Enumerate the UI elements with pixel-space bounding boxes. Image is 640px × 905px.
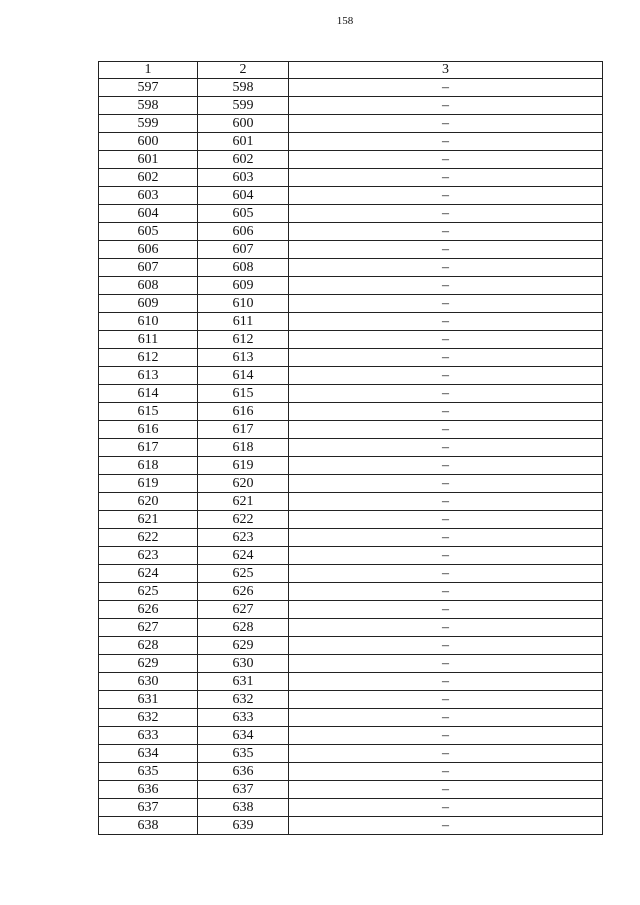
table-cell-col-1: 616 bbox=[99, 421, 198, 439]
table-cell-col-1: 606 bbox=[99, 241, 198, 259]
table-cell-col-1: 626 bbox=[99, 601, 198, 619]
table-cell-col-1: 605 bbox=[99, 223, 198, 241]
table-row bbox=[99, 277, 603, 295]
table-cell-col-1: 611 bbox=[99, 331, 198, 349]
table-cell-col-3: – bbox=[289, 817, 603, 835]
table-cell-col-3: – bbox=[289, 457, 603, 475]
table-cell-col-2: 608 bbox=[198, 259, 289, 277]
table-cell-col-3: – bbox=[289, 799, 603, 817]
table-cell-col-2: 628 bbox=[198, 619, 289, 637]
table-row bbox=[99, 709, 603, 727]
table-cell-col-2: 636 bbox=[198, 763, 289, 781]
table-row bbox=[99, 295, 603, 313]
table-row bbox=[99, 727, 603, 745]
table-cell-col-1: 604 bbox=[99, 205, 198, 223]
table-cell-col-3: – bbox=[289, 241, 603, 259]
table-cell-col-3: – bbox=[289, 439, 603, 457]
table-cell-col-3: – bbox=[289, 565, 603, 583]
table-cell-col-3: – bbox=[289, 673, 603, 691]
column-header-1: 1 bbox=[99, 62, 198, 79]
table-cell-col-1: 607 bbox=[99, 259, 198, 277]
table-cell-col-1: 615 bbox=[99, 403, 198, 421]
table-cell-col-2: 622 bbox=[198, 511, 289, 529]
table-body bbox=[99, 79, 603, 835]
table-cell-col-2: 613 bbox=[198, 349, 289, 367]
table-row bbox=[99, 187, 603, 205]
table-row bbox=[99, 547, 603, 565]
table-cell-col-3: – bbox=[289, 313, 603, 331]
table-cell-col-1: 620 bbox=[99, 493, 198, 511]
table-cell-col-1: 631 bbox=[99, 691, 198, 709]
table-cell-col-3: – bbox=[289, 205, 603, 223]
table-cell-col-2: 604 bbox=[198, 187, 289, 205]
table-cell-col-3: – bbox=[289, 763, 603, 781]
table-cell-col-2: 598 bbox=[198, 79, 289, 97]
table-cell-col-1: 635 bbox=[99, 763, 198, 781]
table-cell-col-2: 603 bbox=[198, 169, 289, 187]
table-row bbox=[99, 619, 603, 637]
table-cell-col-1: 612 bbox=[99, 349, 198, 367]
table-cell-col-2: 630 bbox=[198, 655, 289, 673]
table-cell-col-3: – bbox=[289, 691, 603, 709]
table-cell-col-1: 601 bbox=[99, 151, 198, 169]
table-row bbox=[99, 781, 603, 799]
table-cell-col-2: 606 bbox=[198, 223, 289, 241]
table-row bbox=[99, 169, 603, 187]
table-row bbox=[99, 151, 603, 169]
table-cell-col-1: 608 bbox=[99, 277, 198, 295]
table-cell-col-2: 618 bbox=[198, 439, 289, 457]
table-cell-col-3: – bbox=[289, 97, 603, 115]
table-cell-col-3: – bbox=[289, 133, 603, 151]
table-cell-col-1: 630 bbox=[99, 673, 198, 691]
table-cell-col-3: – bbox=[289, 727, 603, 745]
table-cell-col-2: 607 bbox=[198, 241, 289, 259]
table-cell-col-2: 614 bbox=[198, 367, 289, 385]
data-table bbox=[98, 61, 603, 835]
table-cell-col-3: – bbox=[289, 511, 603, 529]
column-header-3: 3 bbox=[289, 62, 603, 79]
table-cell-col-2: 634 bbox=[198, 727, 289, 745]
table-cell-col-3: – bbox=[289, 187, 603, 205]
column-header-2: 2 bbox=[198, 62, 289, 79]
table-row bbox=[99, 691, 603, 709]
table-cell-col-2: 619 bbox=[198, 457, 289, 475]
table-cell-col-1: 614 bbox=[99, 385, 198, 403]
table-cell-col-1: 638 bbox=[99, 817, 198, 835]
table-cell-col-1: 629 bbox=[99, 655, 198, 673]
table-cell-col-2: 623 bbox=[198, 529, 289, 547]
table-row bbox=[99, 745, 603, 763]
table-cell-col-3: – bbox=[289, 583, 603, 601]
table-row bbox=[99, 457, 603, 475]
table-cell-col-1: 624 bbox=[99, 565, 198, 583]
table-cell-col-2: 635 bbox=[198, 745, 289, 763]
table-cell-col-1: 634 bbox=[99, 745, 198, 763]
table-cell-col-3: – bbox=[289, 745, 603, 763]
table-cell-col-3: – bbox=[289, 331, 603, 349]
table-cell-col-3: – bbox=[289, 529, 603, 547]
header-row bbox=[99, 62, 603, 79]
table-cell-col-2: 599 bbox=[198, 97, 289, 115]
table-cell-col-2: 638 bbox=[198, 799, 289, 817]
table-row bbox=[99, 133, 603, 151]
table-cell-col-3: – bbox=[289, 655, 603, 673]
table-cell-col-2: 637 bbox=[198, 781, 289, 799]
table-cell-col-1: 603 bbox=[99, 187, 198, 205]
table-row bbox=[99, 511, 603, 529]
table-cell-col-3: – bbox=[289, 637, 603, 655]
table-cell-col-2: 629 bbox=[198, 637, 289, 655]
table-row bbox=[99, 493, 603, 511]
table-cell-col-3: – bbox=[289, 223, 603, 241]
table-cell-col-2: 621 bbox=[198, 493, 289, 511]
table-header bbox=[99, 62, 603, 79]
table-cell-col-1: 636 bbox=[99, 781, 198, 799]
table-cell-col-3: – bbox=[289, 475, 603, 493]
table-cell-col-3: – bbox=[289, 295, 603, 313]
table-row bbox=[99, 817, 603, 835]
table-row bbox=[99, 655, 603, 673]
table-cell-col-2: 632 bbox=[198, 691, 289, 709]
table-cell-col-2: 627 bbox=[198, 601, 289, 619]
table-cell-col-3: – bbox=[289, 115, 603, 133]
table-cell-col-1: 623 bbox=[99, 547, 198, 565]
table-cell-col-3: – bbox=[289, 709, 603, 727]
table-cell-col-1: 637 bbox=[99, 799, 198, 817]
table-row bbox=[99, 475, 603, 493]
table-cell-col-3: – bbox=[289, 277, 603, 295]
table-row bbox=[99, 367, 603, 385]
table-cell-col-2: 615 bbox=[198, 385, 289, 403]
table-cell-col-1: 625 bbox=[99, 583, 198, 601]
table-cell-col-1: 618 bbox=[99, 457, 198, 475]
table-cell-col-3: – bbox=[289, 79, 603, 97]
table-cell-col-3: – bbox=[289, 619, 603, 637]
table-cell-col-2: 600 bbox=[198, 115, 289, 133]
table-cell-col-1: 613 bbox=[99, 367, 198, 385]
table-row bbox=[99, 799, 603, 817]
table-cell-col-3: – bbox=[289, 259, 603, 277]
table-row bbox=[99, 331, 603, 349]
table-row bbox=[99, 583, 603, 601]
table-row bbox=[99, 115, 603, 133]
table-cell-col-2: 626 bbox=[198, 583, 289, 601]
table-row bbox=[99, 763, 603, 781]
table-cell-col-1: 617 bbox=[99, 439, 198, 457]
table-row bbox=[99, 385, 603, 403]
table-row bbox=[99, 673, 603, 691]
table-cell-col-3: – bbox=[289, 169, 603, 187]
table-cell-col-2: 612 bbox=[198, 331, 289, 349]
table-cell-col-3: – bbox=[289, 781, 603, 799]
table-cell-col-3: – bbox=[289, 151, 603, 169]
table-cell-col-1: 622 bbox=[99, 529, 198, 547]
table-row bbox=[99, 403, 603, 421]
table-row bbox=[99, 205, 603, 223]
table-cell-col-2: 624 bbox=[198, 547, 289, 565]
table-row bbox=[99, 349, 603, 367]
table-row bbox=[99, 637, 603, 655]
table-cell-col-2: 609 bbox=[198, 277, 289, 295]
table-row bbox=[99, 79, 603, 97]
table-cell-col-3: – bbox=[289, 421, 603, 439]
table-cell-col-1: 628 bbox=[99, 637, 198, 655]
table-cell-col-2: 625 bbox=[198, 565, 289, 583]
table-cell-col-2: 602 bbox=[198, 151, 289, 169]
table-cell-col-1: 599 bbox=[99, 115, 198, 133]
table-row bbox=[99, 529, 603, 547]
table-cell-col-1: 602 bbox=[99, 169, 198, 187]
table-cell-col-3: – bbox=[289, 385, 603, 403]
table-cell-col-3: – bbox=[289, 349, 603, 367]
table-cell-col-1: 597 bbox=[99, 79, 198, 97]
table-cell-col-2: 605 bbox=[198, 205, 289, 223]
table-cell-col-1: 627 bbox=[99, 619, 198, 637]
table-cell-col-3: – bbox=[289, 367, 603, 385]
table-row bbox=[99, 601, 603, 619]
table-row bbox=[99, 439, 603, 457]
table-row bbox=[99, 223, 603, 241]
table-cell-col-2: 617 bbox=[198, 421, 289, 439]
table-cell-col-3: – bbox=[289, 493, 603, 511]
table-cell-col-3: – bbox=[289, 601, 603, 619]
table-cell-col-2: 631 bbox=[198, 673, 289, 691]
table-cell-col-1: 632 bbox=[99, 709, 198, 727]
table-row bbox=[99, 313, 603, 331]
table-cell-col-1: 609 bbox=[99, 295, 198, 313]
table-cell-col-3: – bbox=[289, 547, 603, 565]
table-row bbox=[99, 565, 603, 583]
table-cell-col-2: 611 bbox=[198, 313, 289, 331]
table-cell-col-2: 616 bbox=[198, 403, 289, 421]
table-cell-col-2: 620 bbox=[198, 475, 289, 493]
table-cell-col-1: 619 bbox=[99, 475, 198, 493]
table-cell-col-1: 600 bbox=[99, 133, 198, 151]
table-row bbox=[99, 421, 603, 439]
table-cell-col-2: 639 bbox=[198, 817, 289, 835]
table-row bbox=[99, 241, 603, 259]
table-cell-col-1: 598 bbox=[99, 97, 198, 115]
table-cell-col-2: 633 bbox=[198, 709, 289, 727]
page-number: 158 bbox=[336, 15, 354, 27]
table-cell-col-1: 633 bbox=[99, 727, 198, 745]
table-row bbox=[99, 97, 603, 115]
table-cell-col-2: 610 bbox=[198, 295, 289, 313]
table-cell-col-3: – bbox=[289, 403, 603, 421]
table-cell-col-2: 601 bbox=[198, 133, 289, 151]
table-cell-col-1: 610 bbox=[99, 313, 198, 331]
table-cell-col-1: 621 bbox=[99, 511, 198, 529]
table-row bbox=[99, 259, 603, 277]
